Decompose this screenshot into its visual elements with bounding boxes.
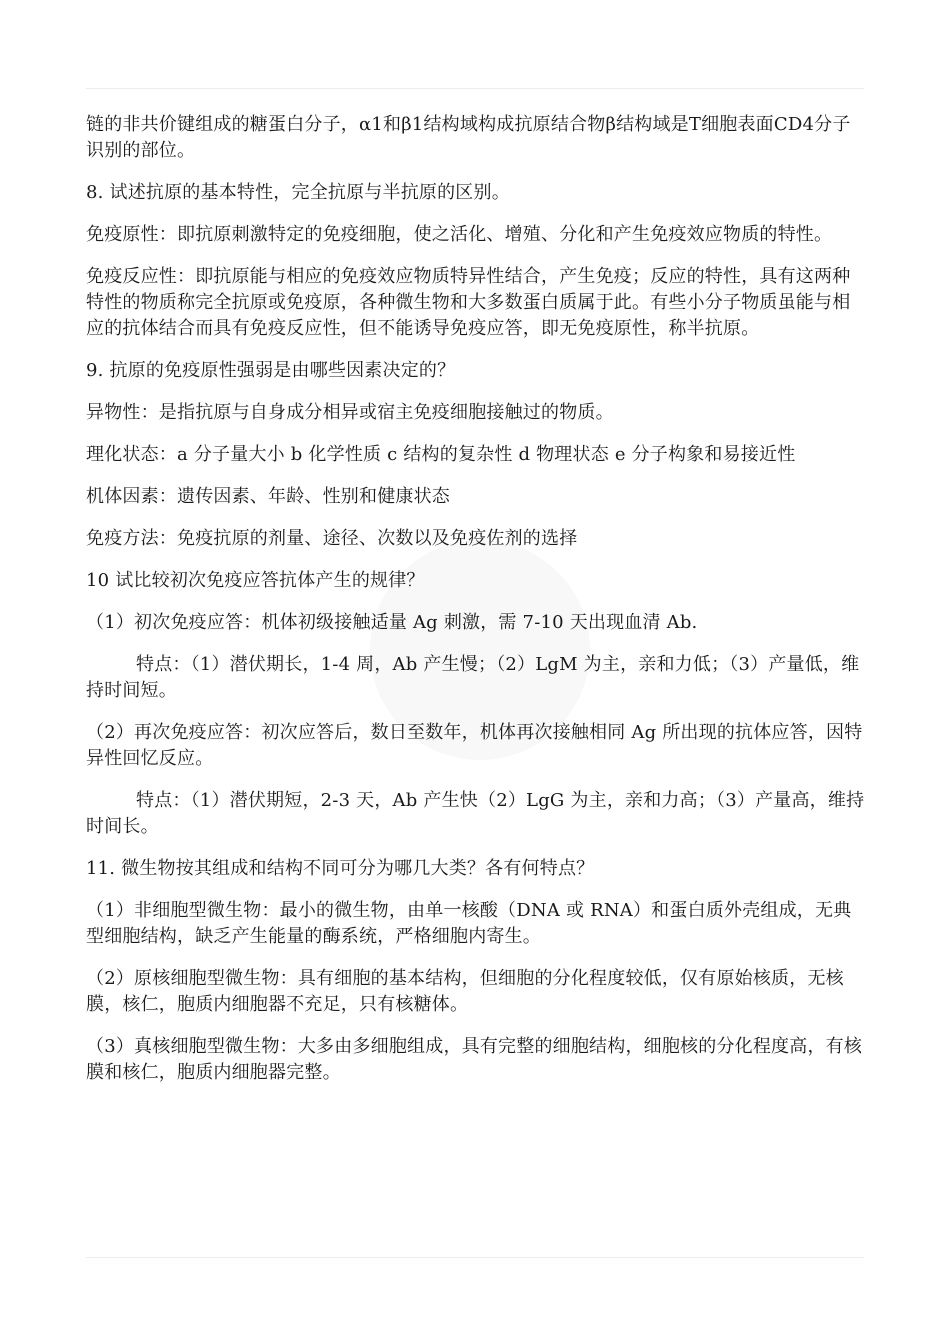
- paragraph-primary-response: （1）初次免疫应答：机体初级接触适量 Ag 刺激，需 7-10 天出现血清 Ab.: [86, 612, 698, 633]
- paragraph-eukaryotic: （3）真核细胞型微生物：大多由多细胞组成，具有完整的细胞结构，细胞核的分化程度高，有核膜和核仁，胞质内细胞器完整。: [86, 1036, 863, 1083]
- paragraph-glycoprotein: 链的非共价键组成的糖蛋白分子，α1和β1结构域构成抗原结合物β结构域是T细胞表面CD4分子识别的部位。: [86, 114, 851, 161]
- question-8: 8. 试述抗原的基本特性，完全抗原与半抗原的区别。: [86, 182, 510, 203]
- paragraph-physicochemical: 理化状态：a 分子量大小 b 化学性质 c 结构的复杂性 d 物理状态 e 分子构象和易接近性: [86, 444, 796, 465]
- document-body: [86, 112, 866, 1102]
- paragraph-host-factors: 机体因素：遗传因素、年龄、性别和健康状态: [86, 486, 450, 507]
- paragraph-prokaryotic: （2）原核细胞型微生物：具有细胞的基本结构，但细胞的分化程度较低，仅有原始核质，无核膜，核仁，胞质内细胞器不充足，只有核糖体。: [86, 968, 844, 1015]
- bottom-divider: [86, 1257, 864, 1258]
- paragraph-secondary-features: 特点：（1）潜伏期短，2-3 天，Ab 产生快（2）LgG 为主，亲和力高；（3）产量高，维持时间长。: [86, 790, 865, 837]
- paragraph-foreignness: 异物性：是指抗原与自身成分相异或宿主免疫细胞接触过的物质。: [86, 402, 614, 423]
- question-10: 10 试比较初次免疫应答抗体产生的规律？: [86, 570, 425, 591]
- paragraph-immunization-method: 免疫方法：免疫抗原的剂量、途径、次数以及免疫佐剂的选择: [86, 528, 578, 549]
- paragraph-primary-features: 特点：（1）潜伏期长，1-4 周，Ab 产生慢；（2）LgM 为主，亲和力低；（3）产量低，维持时间短。: [86, 654, 860, 701]
- paragraph-immunogenicity: 免疫原性：即抗原刺激特定的免疫细胞，使之活化、增殖、分化和产生免疫效应物质的特性。: [86, 224, 833, 245]
- question-11: 11. 微生物按其组成和结构不同可分为哪几大类？各有何特点？: [86, 858, 595, 879]
- paragraph-immunoreactivity: 免疫反应性：即抗原能与相应的免疫效应物质特异性结合，产生免疫；反应的特性，具有这两种特性的物质称完全抗原或免疫原，各种微生物和大多数蛋白质属于此。有些小分子物质虽能与相应的抗体结合而具有免疫反应性，但不能诱导免疫应答，即无免疫原性，称半抗原。: [86, 266, 851, 339]
- paragraph-acellular: （1）非细胞型微生物：最小的微生物，由单一核酸（DNA 或 RNA）和蛋白质外壳组成，无典型细胞结构，缺乏产生能量的酶系统，严格细胞内寄生。: [86, 900, 852, 947]
- paragraph-secondary-response: （2）再次免疫应答：初次应答后，数日至数年，机体再次接触相同 Ag 所出现的抗体应答，因特异性回忆反应。: [86, 722, 863, 769]
- question-9: 9. 抗原的免疫原性强弱是由哪些因素决定的？: [86, 360, 456, 381]
- top-divider: [86, 88, 864, 89]
